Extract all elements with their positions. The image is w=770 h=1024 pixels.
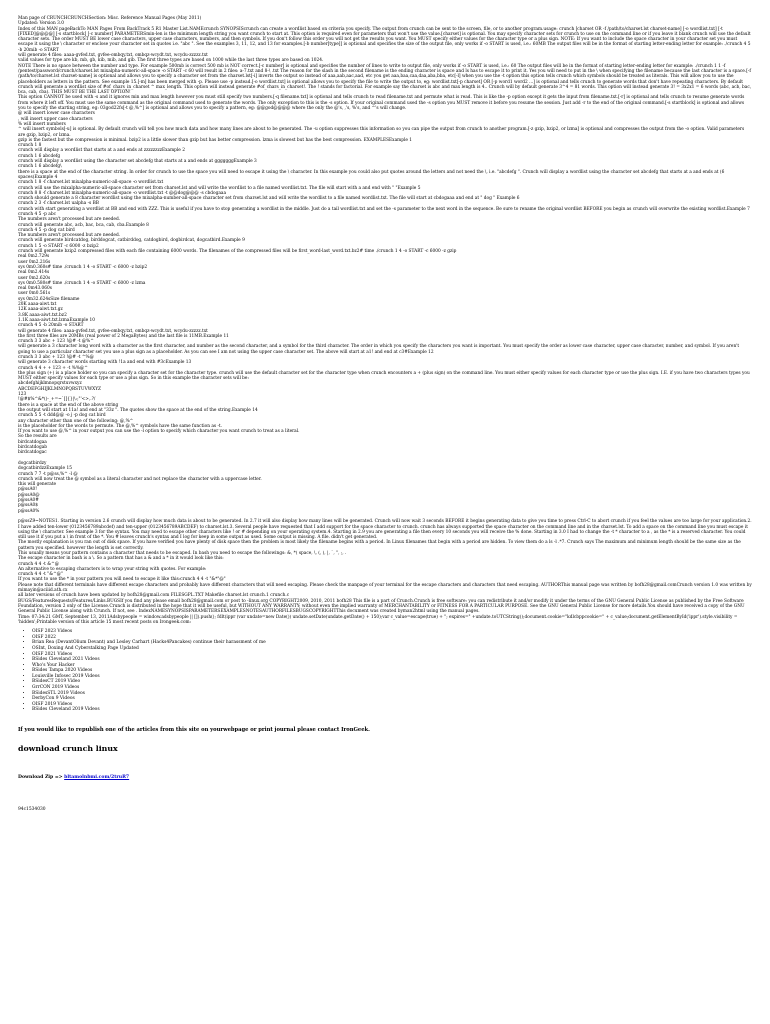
text-line: the first three files are 20MBs (real power of 2 MegaBytes) and the last file is 11MB.Example 11: [18, 333, 229, 339]
notes-line: Please note that different terminals have different escape characters and probably have different characters that will need escaping. Please check the manpage of your terminal for the escape characters and characters that need escaping. AUTHORThis manual page was written by bofh28@gmail.comCrunch version 1.0 was written by mimayin@aciiid.ath.cx: [18, 582, 752, 594]
notes-line: p@ssZ9~NOTES1. Starting in version 2.6 crunch will display how much data is about to be generated. In 2.7 it will also display how many lines will be generated. Crunch will now wait 3 seconds BEFORE it begins generating data to give you time to press Ctrl-C to abort crunch if you feel the values are too large for your application.2. I have added ten-lower (0123456789abcdef) and ten-upper (0123456789ABCDEF) to charset.lst.3. Several people have requested that I add support for the space character to crunch. crunch has always supported the space character on the command line and in the charset.lst. To add a space on the command line you must escape it using the \ character. See example 3 for the syntax. You may need to escape other characters like ! or # depending on your operating system.4. Starting in 2.9 you are generating a file then every 10 seconds you will receive the % done. Starting in 3.0 I had to change the -t * character to a , as the * is a reserved character. You could still use it if you put a \ in front of the *. You # leaves crunch's syntax and I log for keep in some output as used. Some output is missing. A file. didn't get generated.: [18, 519, 752, 541]
text-line: The numbers aren't processed but are needed.: [18, 217, 121, 223]
text-line: crunch will generate bzip2 compressed files with each file containing 6000 words. The filenames of the compressed files will be first_word-last_word.txt.bz2# time ./crunch 1 4 -o START -c 6000 -z gzip: [18, 249, 457, 255]
recent-post-link[interactable]: Brian Rea (DevantOlium Devant) and Lesley Carhart (Hacks4Pancakes) continue their harassment of me: [32, 640, 266, 646]
notes-section: [18, 519, 752, 625]
text-line: the output will start at 11a! and end at "33z ". The quotes show the space at the end of the string.Example 14: [18, 407, 258, 413]
recent-post-link[interactable]: OSInt, Doxing And Cyberstalking Page Updated: [32, 645, 139, 651]
text-line: crunch 4 5 -p abc: [18, 211, 57, 217]
text-line: crunch will generate birdcatdog, birddogcat, catbirddog, catdogbird, dogbirdcat, dogcatbird.Example 9: [18, 238, 245, 244]
text-line: crunch 4 4 + + 123 + -t %%@^: [18, 365, 88, 371]
notes-line: BUGS/FeaturesRequests/Features/Links.BUGSIf you find any please email bofh28@gmail.com or post to -linux.org COPYRIGHT2009, 2010, 2011 bofh28 This file is a part of Crunch.Crunch is free software: you can redistribute it and/or modify it under the terms of the GNU General Public License as published by the Free Software Foundation, version 2 only of the License.Crunch is distributed in the hope that it will be useful, but WITHOUT ANY WARRANTY; without even the implied warranty of MERCHANTABILITY or FITNESS FOR A PARTICULAR PURPOSE. See the GNU General Public License for more details.You should have received a copy of the GNU General Public License along with Crunch. If not, see . IndexNAMESYNOPSISPARAMETERSEXAMPLESNOTESAUTHORFILESBUGSCOPYRIGHTThis document was created byman2html using the manual pages.: [18, 598, 745, 615]
text-line: crunch 3 3 abc + 123 !@# -t @%^: [18, 339, 94, 345]
text-line: crunch will display a wordlist that starts at a and ends at zzzzzzzzExample 2: [18, 148, 185, 154]
notes-line: all later versions of crunch have been updated by bofh28@gmail.com FILESGPL.TXT Makefile charset.lst crunch.1 crunch.c: [18, 593, 290, 599]
text-line: This option CANNOT be used with -s and it ignores min and max length however you must still specify two numbers.[-q filename.txt] is optional and tells crunch to read filename.txt and permute what is read. This is like the -p option except it gets the input from filename.txt.[-r] is optional and tells crunch to resume generate words from where it left off. You must use the same command as the original command used to generate the words. The only exception to this is the -s option. If your original command used the -s option you MUST remove it before you resume the session. Just add -r to the end of the original command.[-s startblock] is optional and allows you to specify the starting string, eg: 03god22fs[-t @,%^] is optional and allows you to specify a pattern, eg: @@god@@@@ where the only the @'s, ,'s, %'s, and ^'s will change.: [18, 95, 745, 112]
text-line: real 0m2.414s: [18, 270, 50, 276]
text-line: crunch 1 5 -o START -c 6000 -z bzip2: [18, 243, 99, 249]
text-line: crunch will generate abc, acb, bac, bca, cab, cba.Example 8: [18, 222, 149, 228]
text-line: birdcatdogaa: [18, 439, 47, 445]
text-line: dogcatbirdzzExample 15: [18, 466, 72, 472]
text-line: crunch will display a wordlist using the character set abcdefg that starts at a and ends at gggggggExample 3: [18, 159, 257, 165]
text-line: birdcatdogab: [18, 445, 48, 451]
text-line: p@ssA0$: [18, 503, 39, 509]
text-line: crunch 1 6 abcdefg\: [18, 164, 62, 170]
notes-line: crunch 4 4 -t &^@: [18, 561, 60, 567]
text-line: crunch 5 5 -t ddd@@ -o j -p dog cat bird: [18, 413, 106, 419]
hash-code: 94c1534030: [18, 807, 46, 813]
download-zip-label: Download Zip =>: [18, 775, 63, 781]
recent-post-link[interactable]: GrrCON 2019 Videos: [32, 685, 80, 691]
text-line: valid values for type are kb, mb, gb, kib, mib, and gib. The first three types are based on 1000 while the last three types are based on 1024.: [18, 58, 324, 64]
download-zip-line: [18, 775, 752, 780]
text-line: user 0m2.620s: [18, 275, 51, 281]
text-line: % will insert numbers: [18, 121, 66, 127]
text-line: will generate 3 character words starting with !1a and end with #3cExample 13: [18, 360, 192, 366]
recent-posts-list: [18, 629, 752, 713]
text-line: Man page of CRUNCHCRUNCHSection: Misc. Reference Manual Pages (May 2011): [18, 16, 202, 21]
text-line: 3.8K aaaa-aiwt.txt.bz2: [18, 312, 67, 318]
text-line: will generate a 3 character long word with a character as the first character, and number as the second character, and a symbol for the third character. The order in which you specify the characters you want is important. You must specify the order as lower case character, upper case character, number, and symbol. If you aren't going to use a particular character set you use a plus sign as a placeholder. As you can see I am not using the upper case character set. The above will start at a1! and end at c3#Example 12: [18, 344, 740, 355]
text-line: crunch with start generating a wordlist at BB and end with ZZZ. This is useful if you have to stop generating a wordlist in the middle. Just do a tail wordlist.txt and set the -s parameter to the next word in the sequence. Be sure to rename the original wordlist BEFORE you begin as crunch will overwrite the existing wordlist.Example 7: [18, 206, 750, 212]
text-line: p@ssA0@: [18, 492, 40, 498]
text-line: real 0m2.729s: [18, 254, 50, 260]
recent-post-link[interactable]: DerbyCon 9 Videos: [32, 696, 75, 702]
text-line: If you want to use @,%^ in your output you can use the -l option to specify which character you want crunch to treat as a literal.: [18, 429, 300, 435]
notes-line: crunch 4 4 -t "&^@": [18, 572, 63, 578]
text-line: ABCDEFGHIJKLMNOPQRSTUVWXYZ: [18, 386, 102, 392]
recent-post-link[interactable]: BSidesCT 2019 Video: [32, 679, 81, 685]
text-line: will generate 4 files: aaaa-gvfed.txt, gvfee-ombqy.txt, ombqz-wcydt.txt, wcydu-zzzzz.txt: [18, 53, 208, 59]
text-line: abcdefghijklmnopqrstuvwxyz: [18, 381, 82, 387]
recent-post-link[interactable]: OISF 2023 Videos: [32, 629, 73, 635]
text-line: birdcatdogac: [18, 450, 47, 456]
text-line: crunch will now treat the @ symbol as a literal character and not replace the character with a uppercase letter.: [18, 476, 262, 482]
text-line: Updated: Version 3.0: [18, 21, 64, 27]
recent-post-link[interactable]: OISF 2021 Videos: [32, 651, 73, 657]
text-line: 1.1K aaaa-aiwt.txt.lzmaExample 10: [18, 317, 96, 323]
recent-post-link[interactable]: BSidesSTL 2019 Videos: [32, 690, 85, 696]
text-line: is the placeholder for the words to permute. The @,%^ symbols have the same function as -t.: [18, 423, 223, 429]
text-line: NOTE There is no space between the number and type. For example 500mb is correct 500 mb is NOT correct.[-c number] is optional and specifies the number of lines to write to output file, only works if -o START is used, i.e.: 60 The output files will be in the format of starting letter-ending letter for example: ./crunch 1 1 -f /pentest/password/crunch/charset.lst mixalpha-numeric-all-space -o START -c 60 will result in 2 files: a-7.txt and 8-\ .txt The reason for the slash in the second filename is the ending character is space and ls has to escape it to print it. Yes you will need to put in the \ when specifying the filename because the last character is a space.[-f /path/to/charset.lst charset-name] is optional and allows you to specify a character set from the charset.lst[-i] inverts the output so instead of aaa,aab,aac,aad, etc you get aaa,baa,caa,daa,aba,bba, etc[-l] when you use the -t option this option tells crunch which symbols should be treated as literals. This will allow you to use the placeholders as letters in the pattern. See example 15.[-m] has been merged with -p. Please use -p instead.[-o wordlist.txt] is optional allows you to specify the file to write the output to, eg: wordlist.txt[-p charset] OR [-p word1 word2 ...] is optional and tells crunch to generate words that don't have repeating characters. By default crunch will generate a wordlist size of #of_chars_in_charset ^ max_length. This option will instead generate #of_chars_in_charset!. The ! stands for factorial. For example say the charset is abc and max length is 4.. Crunch will by default generate 3^4 = 81 words. This option will instead generate 3! = 3x2x1 = 6 words (abc, acb, bac, bca, cab, cba). THIS MUST BE THE LAST OPTION!: [18, 63, 752, 96]
notes-line: The escape character in bash is a \. So a pattern that has a & and a * in it would look like this:: [18, 556, 224, 562]
text-line: p@ssA0!: [18, 487, 38, 493]
text-line: the plus sign (+) is a place holder so you can specify a character set for the character type. crunch will use the default character set for the character type when crunch encounters a + (plus sign) on the command line. You must either specify values for each character type or use the plus sign. I.E. if you have two characters types you MUST either specify values for each type or use a plus sign. So in this example the character sets will be:: [18, 370, 750, 382]
text-line: there is a space at the end of the above string: [18, 402, 119, 408]
text-line: crunch 8 8 -f charset.lst mixalpha-numeric-all-space -o wordlist.txt -t @@dog@@@ -s cbdogaaa: [18, 190, 227, 196]
text-line: dogcatbirdzy: [18, 460, 47, 466]
text-line: , will insert upper case characters: [18, 116, 93, 122]
text-line: crunch 1 6 abcdefg: [18, 153, 61, 159]
text-line: The numbers aren't processed but are needed.: [18, 233, 121, 239]
republish-notice: If you would like to republish one of the articles from this site on yourwebpage or print journal please contact IronGeek.: [18, 727, 370, 734]
text-line: crunch 7 7 -t p@ss,%^ -l @: [18, 471, 78, 477]
text-line: crunch 1 8: [18, 143, 42, 149]
text-line: sys 0m0.360s# time ./crunch 1 4 -o START -c 6000 -z bzip2: [18, 264, 148, 270]
notes-line: The mostly explanation is you ran out of disk space. If you have verified you have plenty of disk space then the problem is most likely the filename begins with a period. In Linux filenames that begin with a period are hidden. To view them do a ls -l .*7. Crunch says The maximum and minimum length should be the same size as the pattern you specified. however the length is set correctly.: [18, 540, 741, 551]
text-line: user 0m0.561s: [18, 291, 51, 297]
text-line: 12K aaaa-aiwt.txt.gz: [18, 307, 63, 313]
text-line: crunch will use the mixalpha-numeric-all-space character set from charset.lst and will write the wordlist to a file named wordlist.txt. The file will start with a and end with " "Example 5: [18, 185, 421, 191]
text-line: any character other than one of the following: @,%^: [18, 418, 134, 424]
text-line: @ will insert lower case characters: [18, 111, 95, 117]
document: [18, 16, 752, 812]
download-title: download crunch linux: [18, 744, 118, 754]
text-line: p@ssA0%: [18, 508, 40, 514]
text-line: crunch 3 3 abc + 123 !@# -t ^%@: [18, 355, 94, 360]
text-line: crunch 2 3 -f charset.lst ualpha -s BB: [18, 201, 99, 207]
text-line: there is a space at the end of the character string. In order for crunch to use the space you will need to escape it using the \ character. In this example you could also put quotes around the letters and not need the \, i.e. "abcdefg ". Crunch will display a wordlist using the character set abcdefg that starts at a and ends at (6 spaces)Example 4: [18, 169, 725, 180]
text-line: crunch 1 8 -f charset.lst mixalpha-numeric-all-space -o wordlist.txt: [18, 180, 164, 186]
man-page-text: [18, 16, 752, 456]
notes-line: This usually means your pattern contains a character that needs to be escaped. In bash you need to escape the followings: &, *( space, \, (, ), |, `, ", ;, .: [18, 550, 347, 556]
recent-post-link[interactable]: BSides Cleveland 2021 Videos: [32, 657, 100, 663]
recent-post-link[interactable]: OISF 2019 Videos: [32, 701, 73, 707]
text-line: gzip is the fastest but the compression is minimal. bzip2 is a little slower than gzip but has better compression. lzma is slowest but has the best compression. EXAMPLESExample 1: [18, 137, 412, 143]
text-line: crunch 4 5 -p dog cat bird: [18, 227, 75, 233]
text-line: !@#$%^&*()-_+=~`[]{}|\:;"'<>,.?/: [18, 397, 96, 403]
text-line: Index of this MAN pageBackTo MAN Pages From BackTrack 5 R1 Master List.NAMEcrunch SYNOPSIScrunch can create a wordlist based on criteria you specify. The output from crunch can be sent to the screen, file, or to another program.usage: crunch [charset OR -f /path/to/charset.lst charset-name] [-o wordlist.txt] [-t [FIXED]@@@@] [-s startblock] [-c number] PARAMETERSmin-len is the minimum length string you want crunch to start at. This option is required even for parameters that won't use the value.[charset] is optional. You may specify character sets for crunch to use on the command line or if you leave it blank crunch will use the default character sets. The order MUST BE lower case characters, upper case characters, numbers, and then symbols. If you don't follow this order you will not get the results you want. You MUST specify either values for the character type or a plus sign. NOTE: If you want to include the space character in your character set you must escape it using the \ character or enclose your character set in quotes i.e. "abc ". See the examples 3, 11, 12, and 13 for examples.[-b number[type]] is optional and specifies the size of the output file, only works if -o START is used, i.e.: 60MB The output files will be in the format of starting letter-ending letter for example: ./crunch 4 5 -b 20mib -o START: [18, 26, 751, 53]
text-line: crunch should generate a 8 character wordlist using the mixalpha-number-all-space character set from charset.lst and will write the wordlist to a file named wordlist.txt. The file will start at cbdogaaa and end at " dog " Example 6: [18, 196, 520, 202]
notes-line: Time: 07:34:21 GMT, September 13, 2011Adsbypeople = window.adsbypeople || []).push(); fdlt(ippr (var undate=new Date()) undate.setDate(undate.getDate() + 150);var c_value=escape(true) + "; expires=" +undate.toUTCString();document.cookie="kdlcbppcookie=" + c_value;document.getElementById('ippr').style.visibility = 'hidden';Printable version of this article 15 most recent posts on Irongeek.com:: [18, 614, 738, 625]
recent-post-item: [32, 707, 752, 713]
recent-post-link[interactable]: BSides Cleveland 2019 Videos: [32, 707, 100, 713]
text-line: will generate 4 files: aaaa-gvfed.txt, gvfee-ombqy.txt, ombqz-wcydt.txt, wcydu-zzzzz.txt: [18, 328, 208, 334]
man-page-text-continued: [18, 461, 752, 514]
recent-post-link[interactable]: BSides Tampa 2020 Videos: [32, 668, 93, 674]
text-line: 123: [18, 392, 27, 398]
text-line: p@ssA0#: [18, 498, 39, 504]
recent-post-link[interactable]: Who's Your Hacker: [32, 662, 75, 668]
text-line: this will generate: [18, 482, 57, 488]
text-line: real 0m43.060s: [18, 286, 52, 292]
text-line: 20K aaaa-aiwt.txt: [18, 302, 57, 308]
download-zip-link[interactable]: bltamolnbmi.com/2truR7: [64, 775, 130, 781]
text-line: So the results are: [18, 434, 57, 440]
recent-post-link[interactable]: Louisville Infosec 2019 Videos: [32, 673, 100, 679]
text-line: sys 0m32.624sSize filename: [18, 296, 80, 302]
notes-line: If you want to use the * in your pattern you will need to escape it like this:crunch 4 4 -t "&*"@": [18, 577, 226, 583]
text-line: sys 0m0.580s# time ./crunch 1 4 -o START -c 6000 -z lzma: [18, 280, 146, 286]
text-line: user 0m2.216s: [18, 259, 51, 265]
recent-post-link[interactable]: OISF 2022: [32, 634, 56, 640]
text-line: ^ will insert symbols[-u] is optional. By default crunch will tell you how much data and how many lines are about to be generated. The -u option suppresses this information so you can pipe the output from crunch to another program.[-z gzip, bzip2, or lzma] is optional and compresses the output from the -o option. Valid parameters are gzip, bzip2, or lzma.: [18, 127, 745, 138]
text-line: crunch 4 5 -b 20mib -o START: [18, 323, 84, 329]
notes-line: An alternative to escaping characters is to wrap your string with quotes. For example:: [18, 566, 207, 572]
